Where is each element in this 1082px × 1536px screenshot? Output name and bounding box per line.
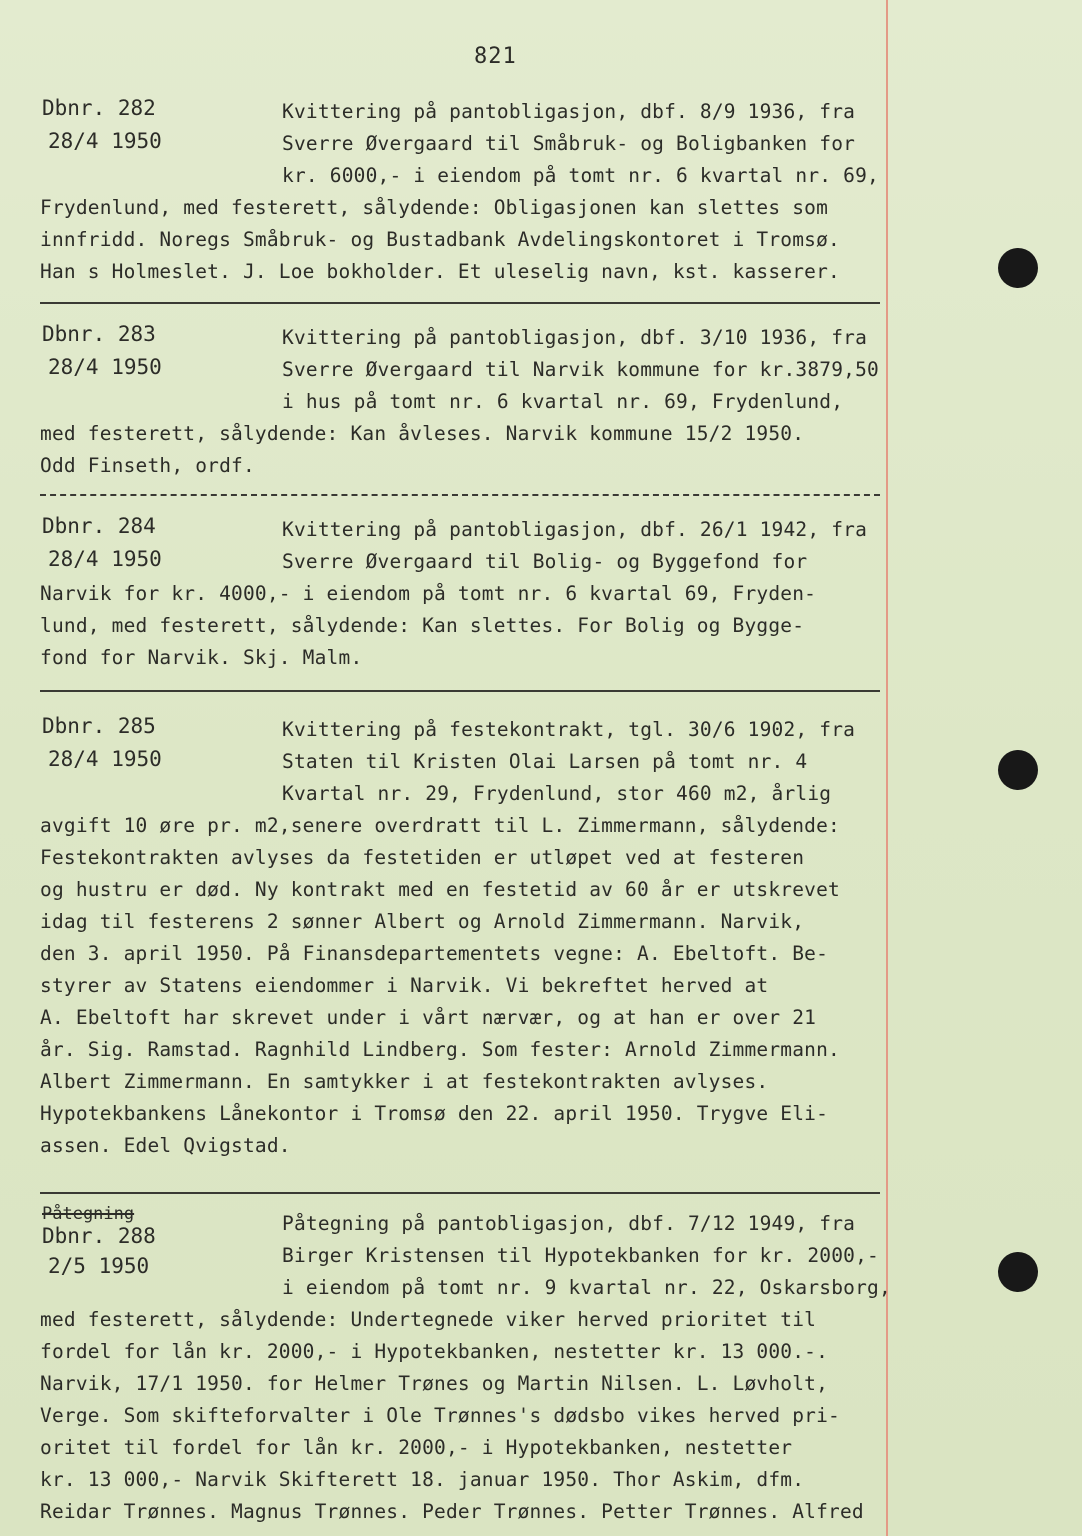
entry-line: oritet til fordel for lån kr. 2000,- i Hypotekbanken, nestetter [40, 1436, 793, 1459]
entry-line: Verge. Som skifteforvalter i Ole Trønnes's dødsbo vikes herved pri- [40, 1404, 840, 1427]
entry-line: Birger Kristensen til Hypotekbanken for kr. 2000,- [282, 1244, 879, 1267]
entry-line: fordel for lån kr. 2000,- i Hypotekbanken, nestetter kr. 13 000.-. [40, 1340, 829, 1363]
entry-284 [40, 514, 920, 674]
entry-line: idag til festerens 2 sønner Albert og Arnold Zimmermann. Narvik, [40, 910, 805, 933]
entry-line: Sverre Øvergaard til Bolig- og Byggefond for [282, 550, 808, 573]
entry-line: med festerett, sålydende: Undertegnede viker herved prioritet til [40, 1308, 817, 1331]
entry-line: år. Sig. Ramstad. Ragnhild Lindberg. Som fester: Arnold Zimmermann. [40, 1038, 840, 1061]
entry-line: assen. Edel Qvigstad. [40, 1134, 291, 1157]
struck-heading: Påtegning [42, 1204, 135, 1224]
entry-dbnr: Dbnr. 284 [42, 514, 156, 538]
entry-line: innfridd. Noregs Småbruk- og Bustadbank Avdelingskontoret i Tromsø. [40, 228, 840, 251]
entry-divider [40, 494, 880, 496]
entry-divider [40, 1192, 880, 1194]
entry-line: med festerett, sålydende: Kan åvleses. Narvik kommune 15/2 1950. [40, 422, 805, 445]
entry-line: Kvittering på pantobligasjon, dbf. 26/1 1942, fra [282, 518, 868, 541]
entry-288 [40, 1204, 920, 1528]
entry-dbnr: Dbnr. 283 [42, 322, 156, 346]
entry-line: Odd Finseth, ordf. [40, 454, 255, 477]
entry-line: Påtegning på pantobligasjon, dbf. 7/12 1949, fra [282, 1212, 856, 1235]
entry-line: Reidar Trønnes. Magnus Trønnes. Peder Trønnes. Petter Trønnes. Alfred [40, 1500, 864, 1523]
entry-line: Narvik, 17/1 1950. for Helmer Trønes og Martin Nilsen. L. Løvholt, [40, 1372, 829, 1395]
entry-283 [40, 322, 920, 482]
entry-line: Kvittering på pantobligasjon, dbf. 8/9 1936, fra [282, 100, 856, 123]
entry-line: Albert Zimmermann. En samtykker i at festekontrakten avlyses. [40, 1070, 769, 1093]
entry-line: i hus på tomt nr. 6 kvartal nr. 69, Frydenlund, [282, 390, 844, 413]
entry-line: Festekontrakten avlyses da festetiden er utløpet ved at festeren [40, 846, 805, 869]
entry-line: Staten til Kristen Olai Larsen på tomt nr. 4 [282, 750, 808, 773]
entry-date: 28/4 1950 [48, 129, 162, 153]
entry-dbnr: Dbnr. 288 [42, 1224, 156, 1248]
entry-date: 28/4 1950 [48, 355, 162, 379]
page-number: 821 [474, 44, 517, 69]
entry-line: Kvittering på pantobligasjon, dbf. 3/10 1936, fra [282, 326, 868, 349]
entry-line: Han s Holmeslet. J. Loe bokholder. Et uleselig navn, kst. kasserer. [40, 260, 840, 283]
entry-line: Kvartal nr. 29, Frydenlund, stor 460 m2, årlig [282, 782, 832, 805]
entry-divider [40, 302, 880, 304]
entry-line: lund, med festerett, sålydende: Kan slettes. For Bolig og Bygge- [40, 614, 805, 637]
entry-divider [40, 690, 880, 692]
entry-line: fond for Narvik. Skj. Malm. [40, 646, 363, 669]
entry-line: den 3. april 1950. På Finansdepartementets vegne: A. Ebeltoft. Be- [40, 942, 829, 965]
entry-line: i eiendom på tomt nr. 9 kvartal nr. 22, Oskarsborg, [282, 1276, 891, 1299]
entry-285 [40, 714, 920, 1162]
entry-282 [40, 96, 920, 288]
binder-hole-icon [998, 1252, 1038, 1292]
entry-line: Sverre Øvergaard til Småbruk- og Boligbanken for [282, 132, 856, 155]
binder-hole-icon [998, 750, 1038, 790]
entry-line: Sverre Øvergaard til Narvik kommune for kr.3879,50 [282, 358, 879, 381]
entry-line: styrer av Statens eiendommer i Narvik. Vi bekreftet herved at [40, 974, 769, 997]
entry-date: 28/4 1950 [48, 747, 162, 771]
entry-line: Hypotekbankens Lånekontor i Tromsø den 22. april 1950. Trygve Eli- [40, 1102, 829, 1125]
entry-line: og hustru er død. Ny kontrakt med en festetid av 60 år er utskrevet [40, 878, 840, 901]
entry-date: 28/4 1950 [48, 547, 162, 571]
entry-line: Narvik for kr. 4000,- i eiendom på tomt nr. 6 kvartal 69, Fryden- [40, 582, 817, 605]
entry-line: avgift 10 øre pr. m2,senere overdratt til L. Zimmermann, sålydende: [40, 814, 840, 837]
entry-line: kr. 13 000,- Narvik Skifterett 18. januar 1950. Thor Askim, dfm. [40, 1468, 805, 1491]
binder-hole-icon [998, 248, 1038, 288]
entry-line: Frydenlund, med festerett, sålydende: Obligasjonen kan slettes som [40, 196, 829, 219]
entry-line: A. Ebeltoft har skrevet under i vårt nærvær, og at han er over 21 [40, 1006, 817, 1029]
entry-line: Kvittering på festekontrakt, tgl. 30/6 1902, fra [282, 718, 856, 741]
entry-dbnr: Dbnr. 282 [42, 96, 156, 120]
entry-line: kr. 6000,- i eiendom på tomt nr. 6 kvartal nr. 69, [282, 164, 879, 187]
entry-date: 2/5 1950 [48, 1254, 150, 1278]
entry-dbnr: Dbnr. 285 [42, 714, 156, 738]
